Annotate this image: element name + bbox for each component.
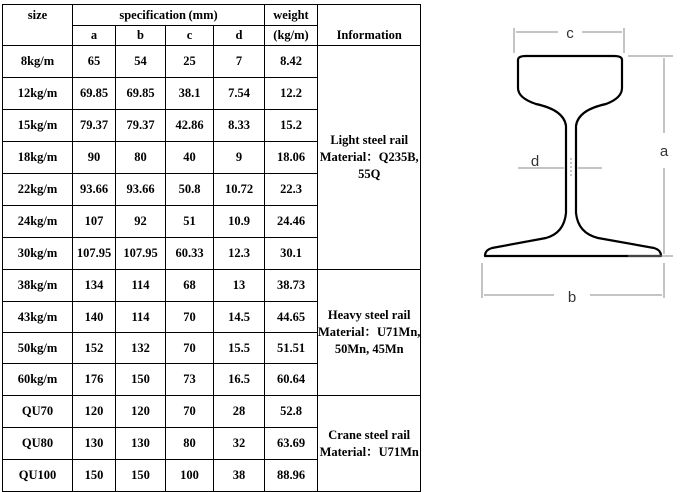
header-col-a: a (73, 26, 116, 46)
cell-size: 50kg/m (3, 333, 73, 364)
info-line: Light steel rail (330, 133, 409, 147)
cell-d: 9 (214, 142, 265, 174)
info-line: Material：U71Mn, (318, 325, 421, 339)
cell-weight: 60.64 (265, 364, 318, 396)
cell-size: 38kg/m (3, 270, 73, 302)
cell-d: 10.9 (214, 206, 265, 238)
header-weight: weight (265, 5, 318, 26)
cell-c: 38.1 (166, 78, 214, 110)
cell-a: 69.85 (73, 78, 116, 110)
cell-d: 7 (214, 46, 265, 78)
header-col-b: b (116, 26, 166, 46)
cell-d: 14.5 (214, 302, 265, 333)
cell-b: 150 (116, 460, 166, 492)
cell-size: QU80 (3, 428, 73, 460)
cell-a: 150 (73, 460, 116, 492)
table-row (3, 46, 421, 78)
rail-spec-table (2, 4, 421, 492)
cell-weight: 8.42 (265, 46, 318, 78)
cell-d: 15.5 (214, 333, 265, 364)
cell-weight: 18.06 (265, 142, 318, 174)
cell-c: 60.33 (166, 238, 214, 270)
info-line: 55Q (358, 167, 381, 181)
cell-weight: 63.69 (265, 428, 318, 460)
cell-size: 8kg/m (3, 46, 73, 78)
cell-weight: 44.65 (265, 302, 318, 333)
cell-c: 70 (166, 302, 214, 333)
cell-size: 43kg/m (3, 302, 73, 333)
dim-label-c: c (566, 25, 574, 42)
cell-a: 130 (73, 428, 116, 460)
cell-weight: 24.46 (265, 206, 318, 238)
cell-size: 12kg/m (3, 78, 73, 110)
cell-b: 93.66 (116, 174, 166, 206)
cell-d: 32 (214, 428, 265, 460)
info-line: Material：U71Mn (319, 444, 419, 459)
info-line: Material：Q235B, (319, 150, 419, 164)
info-line: 50Mn, 45Mn (334, 342, 404, 356)
cell-size: 18kg/m (3, 142, 73, 174)
cell-a: 176 (73, 364, 116, 396)
cell-b: 150 (116, 364, 166, 396)
header-col-d: d (214, 26, 265, 46)
cell-d: 8.33 (214, 110, 265, 142)
dim-label-b: b (567, 289, 577, 306)
cell-size: QU70 (3, 396, 73, 428)
cell-c: 73 (166, 364, 214, 396)
cell-size: 15kg/m (3, 110, 73, 142)
cell-a: 152 (73, 333, 116, 364)
cell-size: 24kg/m (3, 206, 73, 238)
cell-weight: 52.8 (265, 396, 318, 428)
cell-a: 140 (73, 302, 116, 333)
cell-b: 69.85 (116, 78, 166, 110)
cell-a: 93.66 (73, 174, 116, 206)
dim-label-a: a (659, 143, 669, 160)
cell-c: 51 (166, 206, 214, 238)
header-size: size (3, 5, 73, 46)
info-line: Crane steel rail (328, 427, 411, 442)
cell-c: 100 (166, 460, 214, 492)
cell-b: 79.37 (116, 110, 166, 142)
cell-a: 107 (73, 206, 116, 238)
info-line: Heavy steel rail (327, 308, 411, 322)
header-weight-unit: (kg/m) (265, 26, 318, 46)
cell-b: 107.95 (116, 238, 166, 270)
cell-a: 79.37 (73, 110, 116, 142)
cell-weight: 22.3 (265, 174, 318, 206)
cell-weight: 12.2 (265, 78, 318, 110)
cell-d: 28 (214, 396, 265, 428)
cell-weight: 15.2 (265, 110, 318, 142)
info-group (318, 270, 421, 396)
cell-weight: 88.96 (265, 460, 318, 492)
cell-b: 114 (116, 270, 166, 302)
cell-c: 80 (166, 428, 214, 460)
cell-a: 134 (73, 270, 116, 302)
cell-c: 70 (166, 396, 214, 428)
cell-size: 30kg/m (3, 238, 73, 270)
header-col-c: c (166, 26, 214, 46)
cell-size: 22kg/m (3, 174, 73, 206)
cell-b: 80 (116, 142, 166, 174)
cell-d: 7.54 (214, 78, 265, 110)
cell-d: 10.72 (214, 174, 265, 206)
cell-weight: 38.73 (265, 270, 318, 302)
info-group (318, 396, 421, 492)
dim-label-d: d (530, 153, 540, 170)
cell-b: 54 (116, 46, 166, 78)
cell-c: 42.86 (166, 110, 214, 142)
cell-b: 120 (116, 396, 166, 428)
cell-a: 120 (73, 396, 116, 428)
cell-size: 60kg/m (3, 364, 73, 396)
cell-a: 65 (73, 46, 116, 78)
cell-weight: 51.51 (265, 333, 318, 364)
cell-b: 114 (116, 302, 166, 333)
cell-c: 68 (166, 270, 214, 302)
table-row (3, 270, 421, 302)
cell-c: 70 (166, 333, 214, 364)
rail-outline (485, 56, 661, 256)
table-row (3, 396, 421, 428)
cell-c: 50.8 (166, 174, 214, 206)
cell-d: 16.5 (214, 364, 265, 396)
cell-b: 132 (116, 333, 166, 364)
cell-d: 13 (214, 270, 265, 302)
cell-b: 92 (116, 206, 166, 238)
cell-d: 38 (214, 460, 265, 492)
rail-cross-section-diagram (478, 8, 678, 308)
cell-weight: 30.1 (265, 238, 318, 270)
info-group (318, 46, 421, 270)
header-specification: specification (mm) (73, 5, 265, 26)
cell-c: 25 (166, 46, 214, 78)
header-information: Information (318, 5, 421, 46)
cell-c: 40 (166, 142, 214, 174)
cell-a: 107.95 (73, 238, 116, 270)
cell-a: 90 (73, 142, 116, 174)
cell-size: QU100 (3, 460, 73, 492)
cell-d: 12.3 (214, 238, 265, 270)
cell-b: 130 (116, 428, 166, 460)
